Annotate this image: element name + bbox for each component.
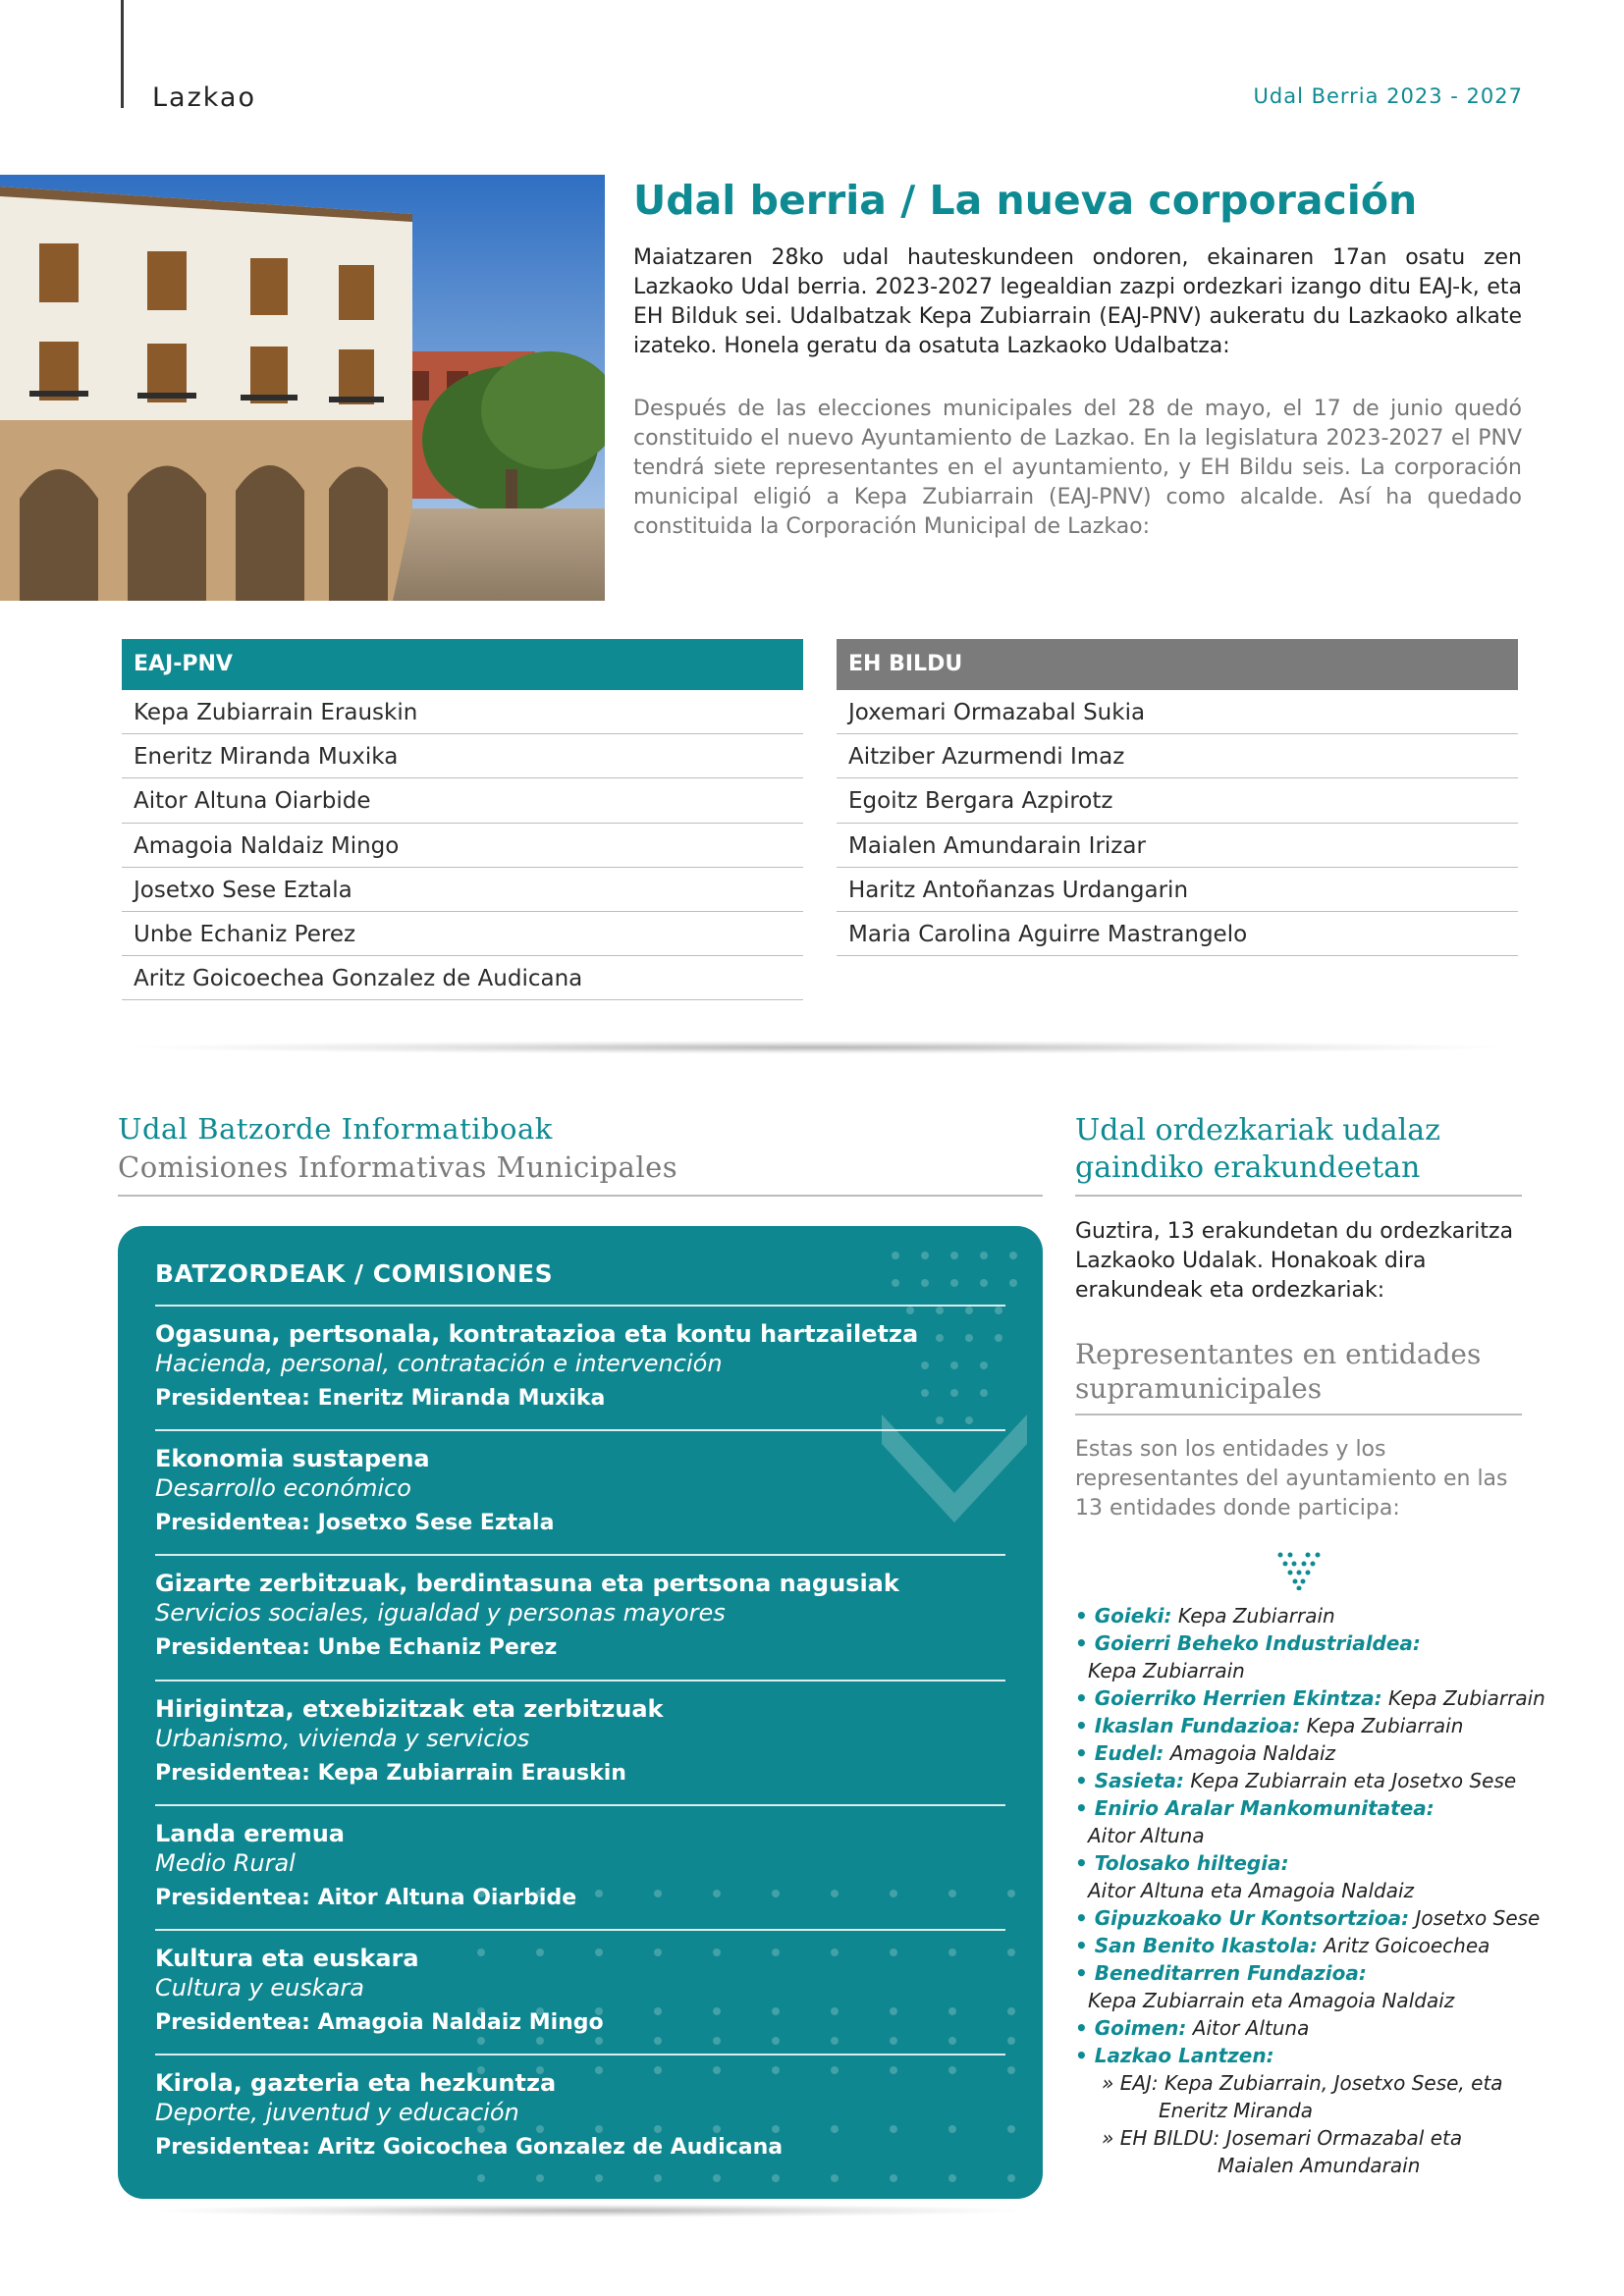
entity-item: • Goieki: Kepa Zubiarrain — [1075, 1604, 1335, 1628]
committee-name-eu: Landa eremua — [155, 1819, 345, 1847]
committee-item — [155, 1429, 1005, 1554]
lantzen-eaj-cont: Eneritz Miranda — [1159, 2099, 1314, 2122]
entity-rep: Aritz Goicoechea — [1324, 1934, 1490, 1957]
intro-title-eu: Udal berria / — [633, 177, 916, 224]
member-row: Kepa Zubiarrain Erauskin — [122, 690, 803, 734]
representatives-rule-es — [1075, 1414, 1522, 1415]
town-hall-photo — [0, 175, 605, 601]
party-table-ehbildu — [837, 639, 1518, 956]
committee-name-eu: Ekonomia sustapena — [155, 1445, 430, 1473]
committee-president: Presidentea: Aitor Altuna Oiarbide — [155, 1885, 577, 1910]
member-row: Haritz Antoñanzas Urdangarin — [837, 868, 1518, 912]
entity-name: Goierriko Herrien Ekintza: — [1094, 1686, 1382, 1710]
committee-item — [155, 1305, 1005, 1429]
member-row: Aitziber Azurmendi Imaz — [837, 734, 1518, 778]
entity-rep: Aitor Altuna — [1088, 1824, 1205, 1847]
committee-president: Presidentea: Josetxo Sese Eztala — [155, 1511, 555, 1536]
intro-title-es: La nueva corporación — [929, 177, 1418, 224]
committee-name-eu: Gizarte zerbitzuak, berdintasuna eta pertsona nagusiak — [155, 1570, 899, 1598]
header-rule — [121, 0, 124, 108]
committee-name-es: Cultura y euskara — [155, 1973, 364, 2002]
committee-name-es: Desarrollo económico — [155, 1474, 411, 1503]
committee-item — [155, 1804, 1005, 1929]
member-row: Josetxo Sese Eztala — [122, 868, 803, 912]
entity-name: Beneditarren Fundazioa: — [1094, 1961, 1367, 1985]
intro-text-eu: Maiatzaren 28ko udal hauteskundeen ondoren, ekainaren 17an osatu zen Lazkaoko Udal berria. 2023-2027 legealdian zazpi ordezkari izango ditu EAJ-k, eta EH Bilduk sei. Udalbatzak Kepa Zubiarrain (EAJ-PNV) aukeratu du Lazkaoko alkate izateko. Honela geratu da osatuta Lazkaoko Udalbatza: — [633, 245, 1522, 358]
entity-name: Ikaslan Fundazioa: — [1094, 1714, 1301, 1737]
committee-president: Presidentea: Amagoia Naldaiz Mingo — [155, 2009, 604, 2035]
entity-rep: Kepa Zubiarrain — [1177, 1604, 1335, 1628]
entity-item: • Sasieta: Kepa Zubiarrain eta Josetxo Sese — [1075, 1769, 1517, 1792]
committee-president: Presidentea: Unbe Echaniz Perez — [155, 1635, 558, 1661]
entity-name: San Benito Ikastola: — [1094, 1934, 1318, 1957]
member-row: Joxemari Ormazabal Sukia — [837, 690, 1518, 734]
representatives-text-es: Estas son los entidades y los representantes del ayuntamiento en las 13 entidades donde participa: — [1075, 1437, 1508, 1521]
representatives-rule — [1075, 1195, 1522, 1197]
committees-list — [155, 1305, 1005, 2178]
committee-name-es: Urbanismo, vivienda y servicios — [155, 1724, 530, 1752]
entity-item: • San Benito Ikastola: Aritz Goicoechea — [1075, 1934, 1490, 1957]
committee-name-es: Medio Rural — [155, 1848, 296, 1877]
member-row: Maialen Amundarain Irizar — [837, 824, 1518, 868]
entity-rep: Aitor Altuna eta Amagoia Naldaiz — [1088, 1879, 1415, 1902]
chevron-dots-small-icon — [1276, 1551, 1322, 1590]
entity-rep: Amagoia Naldaiz — [1169, 1741, 1336, 1765]
committee-president: Presidentea: Eneritz Miranda Muxika — [155, 1386, 606, 1411]
entity-name: Lazkao Lantzen: — [1094, 2044, 1274, 2067]
entity-name: Tolosako hiltegia: — [1094, 1851, 1289, 1875]
entity-item: • Ikaslan Fundazioa: Kepa Zubiarrain — [1075, 1714, 1464, 1737]
lantzen-eaj: » EAJ: Kepa Zubiarrain, Josetxo Sese, eta — [1102, 2071, 1503, 2095]
member-row: Unbe Echaniz Perez — [122, 912, 803, 956]
representatives-title-es: Representantes en entidades supramunicipales — [1075, 1338, 1482, 1405]
entity-item: • Goierri Beheko Industrialdea: — [1075, 1631, 1421, 1655]
entity-rep: Kepa Zubiarrain eta Josetxo Sese — [1190, 1769, 1517, 1792]
committee-item — [155, 1554, 1005, 1679]
committee-name-es: Deporte, juventud y educación — [155, 2099, 519, 2127]
intro-title — [633, 177, 1417, 224]
section-divider-shadow — [122, 1041, 1516, 1054]
entity-item: • Beneditarren Fundazioa: — [1075, 1961, 1367, 1985]
entity-rep: Aitor Altuna — [1192, 2016, 1310, 2040]
committee-name-es: Hacienda, personal, contratación e intervención — [155, 1350, 723, 1377]
member-row: Maria Carolina Aguirre Mastrangelo — [837, 912, 1518, 956]
party-header-ehbildu: EH BILDU — [837, 639, 1518, 690]
entity-rep: Kepa Zubiarrain eta Amagoia Naldaiz — [1088, 1989, 1455, 2012]
entity-name: Sasieta: — [1094, 1769, 1185, 1792]
committees-rule — [118, 1195, 1043, 1197]
entity-name: Goieki: — [1094, 1604, 1172, 1628]
committee-name-eu: Hirigintza, etxebizitzak eta zerbitzuak — [155, 1694, 664, 1723]
entity-item: • Enirio Aralar Mankomunitatea: — [1075, 1796, 1435, 1820]
party-table-eaj — [122, 639, 803, 1000]
lantzen-bildu: » EH BILDU: Josemari Ormazabal eta — [1102, 2126, 1463, 2150]
member-row: Aitor Altuna Oiarbide — [122, 778, 803, 823]
representatives-title-eu: Udal ordezkariak udalaz gaindiko erakundeetan — [1075, 1113, 1440, 1185]
entity-name: Enirio Aralar Mankomunitatea: — [1094, 1796, 1435, 1820]
committee-name-eu: Ogasuna, pertsonala, kontratazioa eta kontu hartzailetza — [155, 1320, 919, 1348]
committees-title-es: Comisiones Informativas Municipales — [118, 1150, 678, 1184]
representatives-text-eu: Guztira, 13 erakundetan du ordezkaritza Lazkaoko Udalak. Honakoak dira erakundeak eta ordezkariak: — [1075, 1219, 1514, 1303]
entity-item: • Gipuzkoako Ur Kontsortzioa: Josetxo Sese — [1075, 1906, 1541, 1930]
entity-item: • Goimen: Aitor Altuna — [1075, 2016, 1310, 2040]
committee-item — [155, 2054, 1005, 2178]
committees-title-eu: Udal Batzorde Informatiboak — [118, 1112, 553, 1146]
entity-item: • Goierriko Herrien Ekintza: Kepa Zubiarrain — [1075, 1686, 1545, 1710]
committee-president: Presidentea: Kepa Zubiarrain Erauskin — [155, 1760, 626, 1786]
member-row: Amagoia Naldaiz Mingo — [122, 824, 803, 868]
entity-name: Goimen: — [1094, 2016, 1187, 2040]
committee-item — [155, 1680, 1005, 1804]
entity-name: Goierri Beheko Industrialdea: — [1094, 1631, 1421, 1655]
lantzen-bildu-cont: Maialen Amundarain — [1218, 2154, 1421, 2177]
intro-text-es: Después de las elecciones municipales del 28 de mayo, el 17 de junio quedó constituido el nuevo Ayuntamiento de Lazkao. En la legislatura 2023-2027 el PNV tendrá siete representantes en el ayuntamiento, y EH Bildu seis. La corporación municipal eligió a Kepa Zubiarrain (EAJ-PNV) como alcalde. Así ha quedado constituida la Corporación Municipal de Lazkao: — [633, 397, 1522, 539]
party-header-eaj: EAJ-PNV — [122, 639, 803, 690]
committees-shadow — [147, 2204, 1031, 2217]
committee-item — [155, 1929, 1005, 2054]
member-row: Aritz Goicoechea Gonzalez de Audicana — [122, 956, 803, 1000]
entity-rep: Josetxo Sese — [1415, 1906, 1541, 1930]
header-edition: Udal Berria 2023 - 2027 — [1253, 84, 1523, 108]
entity-rep: Kepa Zubiarrain — [1088, 1659, 1245, 1682]
committees-heading: BATZORDEAK / COMISIONES — [155, 1259, 554, 1288]
entity-item: • Tolosako hiltegia: — [1075, 1851, 1289, 1875]
committee-name-es: Servicios sociales, igualdad y personas mayores — [155, 1599, 726, 1628]
committee-name-eu: Kultura eta euskara — [155, 1944, 419, 1972]
entity-name: Gipuzkoako Ur Kontsortzioa: — [1094, 1906, 1410, 1930]
entity-item: • Eudel: Amagoia Naldaiz — [1075, 1741, 1336, 1765]
committees-box — [118, 1226, 1043, 2199]
header-town: Lazkao — [152, 82, 256, 113]
entity-rep: Kepa Zubiarrain — [1306, 1714, 1464, 1737]
committee-name-eu: Kirola, gazteria eta hezkuntza — [155, 2069, 557, 2098]
entity-item: • Lazkao Lantzen: — [1075, 2044, 1274, 2067]
member-row: Egoitz Bergara Azpirotz — [837, 778, 1518, 823]
entity-name: Eudel: — [1094, 1741, 1164, 1765]
entities-list — [1075, 1602, 1545, 2179]
committee-president: Presidentea: Aritz Goicochea Gonzalez de Audicana — [155, 2135, 784, 2161]
member-row: Eneritz Miranda Muxika — [122, 734, 803, 778]
entity-rep: Kepa Zubiarrain — [1387, 1686, 1545, 1710]
